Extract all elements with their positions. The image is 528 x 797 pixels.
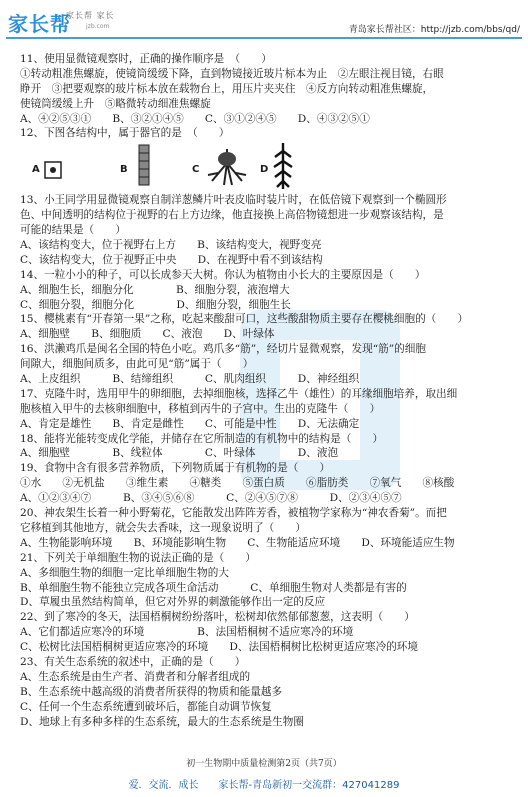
question-11-steps: 睁开 ③把要观察的玻片标本放在载物台上，用压片夹夹住 ④反方向转动粗准焦螺旋， xyxy=(20,82,434,95)
question-22-options: C、松树比法国梧桐树更适应寒冷的环境 D、法国梧桐树比松树更适应寒冷的环境 xyxy=(20,641,418,654)
exam-page xyxy=(20,52,500,729)
question-18-options: A、细胞壁 B、线粒体 C、叶绿体 D、液泡 xyxy=(20,447,339,460)
question-18-stem: 18、能将光能转变成化学能，并储存在它所制造的有机物中的结构是（ ） xyxy=(20,432,384,445)
question-14-options: C、细胞分裂，细胞分化 D、细胞分裂，细胞生长 xyxy=(20,298,291,311)
question-21-options: D、草履虫虽然结构简单，但它对外界的刺激能够作出一定的反应 xyxy=(20,596,326,609)
question-12-figure xyxy=(20,141,500,193)
question-16-options: A、上皮组织 B、结缔组织 C、肌肉组织 D、神经组织 xyxy=(20,373,360,386)
question-23-options: D、地球上有多种多样的生态系统，最大的生态系统是生物圈 xyxy=(20,715,304,728)
question-15-stem: 15、樱桃素有“开春第一果”之称，吃起来酸甜可口，这些酸甜物质主要存在樱桃细胞的（ ） xyxy=(20,313,469,326)
question-23-stem: 23、有关生态系统的叙述中，正确的是（ ） xyxy=(20,655,246,668)
question-11-steps: ①转动粗准焦螺旋，使镜筒缓缓下降，直到物镜接近玻片标本为止 ②左眼注视目镜，右眼 xyxy=(20,67,444,80)
question-21-stem: 21、下列关于单细胞生物的说法正确的是（ ） xyxy=(20,551,256,564)
cell-drawing xyxy=(44,161,62,179)
figure-label-a: A xyxy=(32,164,40,176)
question-14-stem: 14、一粒小小的种子，可以长成参天大树。你认为植物由小长大的主要原因是（ ） xyxy=(20,268,426,281)
logo-tagline: 家长帮 家长 xyxy=(66,11,115,20)
tissue-drawing xyxy=(136,143,152,187)
question-22-options: A、它们都适应寒冷的环境 B、法国梧桐树不适应寒冷的环境 xyxy=(20,626,354,639)
logo-url: jzb.com xyxy=(86,23,110,30)
question-13-options: A、该结构变大，位于视野右上方 B、该结构变大，视野变亮 xyxy=(20,239,322,252)
question-13-stem: 13、小王同学用显微镜观察自制洋葱鳞片叶表皮临时装片时，在低倍镜下观察到一个椭圆形 xyxy=(20,194,447,207)
question-21-options: A、多细胞生物的细胞一定比单细胞生物的大 xyxy=(20,566,229,579)
question-22-stem: 22、到了寒冷的冬天，法国梧桐树纷纷落叶，松树却依然郁郁葱葱，这表明（ ） xyxy=(20,611,415,624)
figure-label-b: B xyxy=(120,164,128,176)
question-20-stem: 20、神农架生长着一种小野菊花，它能散发出阵阵芳香，被植物学家称为“神农香菊”。而把 xyxy=(20,507,447,520)
header-divider xyxy=(6,37,522,39)
question-11-stem: 11、使用显微镜观察时，正确的操作顺序是 （ ） xyxy=(20,53,272,65)
figure-label-d: D xyxy=(260,164,269,176)
question-11-options: A、④②⑤③① B、③②①④⑤ C、③①②④⑤ D、④③②⑤① xyxy=(20,112,370,125)
question-11-steps: 使镜筒缓缓上升 ⑤略微转动细准焦螺旋 xyxy=(20,97,211,110)
question-23-options: A、生态系统是由生产者、消费者和分解者组成的 xyxy=(20,670,251,683)
question-23-options: B、生态系统中越高级的消费者所获得的物质和能量越多 xyxy=(20,685,283,698)
question-21-options: B、单细胞生物不能独立完成各项生命活动 C、单细胞生物对人类都是有害的 xyxy=(20,581,407,594)
community-group-banner[interactable]: 爱．交流．成长 家长帮-青岛新初一交流群：427041289 xyxy=(128,780,400,791)
question-13-options: C、该结构变大，位于视野正中央 D、在视野中看不到该结构 xyxy=(20,253,323,266)
site-header xyxy=(0,0,528,44)
question-17-stem: 17、克隆牛时，选用甲牛的卵细胞，去掉细胞核，选择乙牛（雄性）的耳缘细胞培养，取出细 xyxy=(20,387,458,400)
question-16-stem: 间隙大，细胞间质多，由此可见“筋”属于（ ） xyxy=(20,358,254,371)
question-19-items: ①水 ②无机盐 ③维生素 ④糖类 ⑤蛋白质 ⑥脂肪类 ⑦氧气 ⑧核酸 xyxy=(20,477,455,490)
question-14-options: A、细胞生长，细胞分化 B、细胞分裂，液泡增大 xyxy=(20,283,290,296)
question-15-options: A、细胞壁 B、细胞质 C、液泡 D、叶绿体 xyxy=(20,328,275,341)
question-20-stem: 它移植到其他地方，就会失去香味，这一现象说明了（ ） xyxy=(20,521,307,534)
whole-plant-drawing xyxy=(270,141,296,191)
question-17-options: A、肯定是雄性 B、肯定是雌性 C、可能是中性 D、无法确定 xyxy=(20,417,360,430)
root-drawing xyxy=(202,145,252,187)
question-13-stem: 色、中间透明的结构位于视野的右上方边缘，他直接换上高倍物镜想进一步观察该结构，是 xyxy=(20,209,444,222)
question-20-options: A、生物能影响环境 B、环境能影响生物 C、生物能适应环境 D、环境能适应生物 xyxy=(20,536,455,549)
question-19-options: A、①②③④⑦ B、③④⑤⑥⑧ C、②④⑤⑦⑧ D、②③④⑤⑦ xyxy=(20,492,402,505)
page-number: 初一生物期中质量检测第2页（共7页） xyxy=(186,759,342,769)
question-17-stem: 胞核植入甲牛的去核卵细胞中，移植到丙牛的子宫中。生出的克隆牛（ ） xyxy=(20,402,381,415)
site-logo[interactable]: 家长帮 xyxy=(8,12,71,36)
question-12-stem: 12、下图各结构中，属于器官的是 （ ） xyxy=(20,127,230,140)
question-13-stem: 可能的结果是（ ） xyxy=(20,224,126,237)
question-16-stem: 16、洪濑鸡爪是闽名全国的特色小吃。鸡爪多“筋”，经切片显微观察，发现“筋”的细胞 xyxy=(20,343,426,356)
question-19-stem: 19、食物中含有很多营养物质，下列物质属于有机物的是（ ） xyxy=(20,462,331,475)
community-link[interactable]: 青岛家长帮社区：http://jzb.com/bbs/qd/ xyxy=(348,25,520,35)
question-23-options: C、任何一个生态系统遭到破坏后，都能自动调节恢复 xyxy=(20,700,272,713)
figure-label-c: C xyxy=(192,164,200,176)
